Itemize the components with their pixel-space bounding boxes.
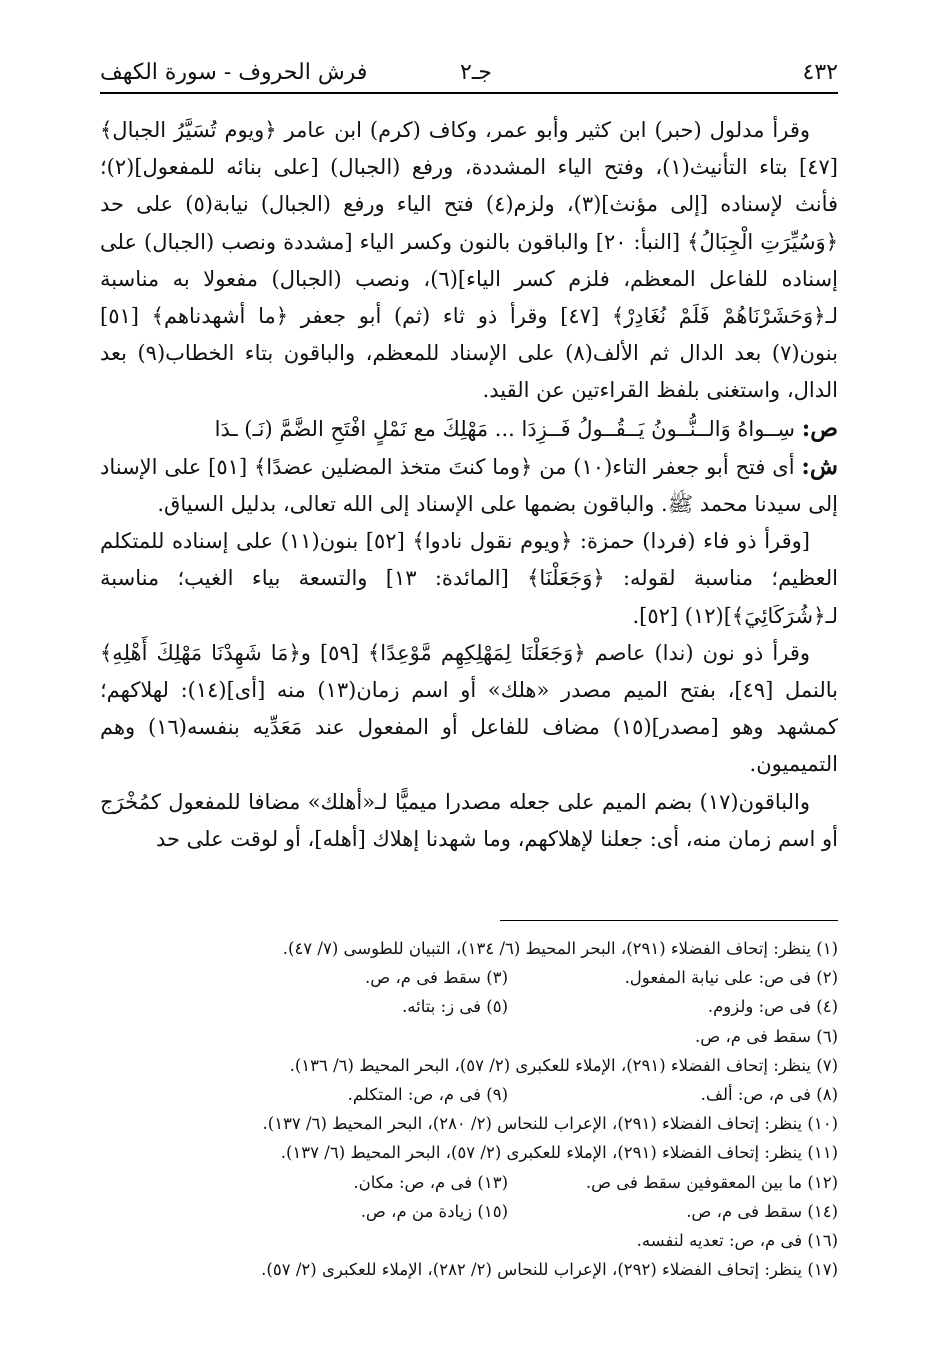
footnote-3: (٣) سقط فى م، ص. (365, 968, 508, 988)
footnote-row (100, 963, 838, 992)
commentary-paragraph (100, 448, 838, 523)
footnote-7: (٧) ينظر: إتحاف الفضلاء (٢٩١)، الإملاء للعكبرى (٢/ ٥٧)، البحر المحيط (٦/ ١٣٦). (289, 1055, 838, 1075)
footnote-15: (١٥) زيادة من م، ص. (360, 1201, 508, 1221)
footnote-row (100, 1051, 838, 1080)
footnote-16: (١٦) فى م، ص: تعديه لنفسه. (636, 1231, 838, 1251)
footnote-14: (١٤) سقط فى م، ص. (686, 1201, 838, 1221)
commentary-text: أى فتح أبو جعفر التاء(١٠) من ﴿وما كنتَ متخذ المضلين عضدًا﴾ [٥١] على الإسناد إلى سيدنا محمد ﷺ. والباقون بضمها على الإسناد إلى الله تعالى، بدليل السياق. (100, 454, 838, 517)
footnote-row (100, 992, 838, 1021)
footnote-row (100, 1138, 838, 1167)
footnote-row (100, 1197, 838, 1226)
paragraph-1: وقرأ مدلول (حبر) ابن كثير وأبو عمر، وكاف (كرم) ابن عامر ﴿ويوم تُسَيَّرُ الجبال﴾ [٤٧] بتاء التأنيث(١)، وفتح الياء المشددة، ورفع (الجبال) [على بنائه للمفعول](٢)؛ فأنث لإسناده [إلى مؤنث](٣)، ولزم(٤) فتح الياء ورفع (الجبال) نيابة(٥) على حد ﴿وَسُيِّرَتِ الْجِبَالُ﴾ [النبأ: ٢٠] والباقون بالنون وكسر الياء [مشددة ونصب (الجبال) على إسناده للفاعل المعظم، فلزم كسر الياء](٦)، ونصب (الجبال) مفعولا به مناسبة لـ﴿وَحَشَرْنَاهُمْ فَلَمْ نُغَادِرْ﴾ [٤٧] وقرأ ذو ثاء (ثم) أبو جعفر ﴿ما أشهدناهم﴾ [٥١] بنون(٧) بعد الدال ثم الألف(٨) على الإسناد للمعظم، والباقون بتاء الخطاب(٩) بعد الدال، واستغنى بلفظ القراءتين عن القيد. (100, 118, 839, 403)
footnote-17: (١٧) ينظر: إتحاف الفضلاء (٢٩٢)، الإعراب للنحاس (٢/ ٢٨٢)، الإملاء للعكبرى (٢/ ٥٧). (261, 1260, 838, 1280)
footnote-2: (٢) فى ص: على نيابة المفعول. (624, 968, 838, 988)
verse-text: سِــواهُ وَالــنُّــونُ يَــقُــولُ فَــزِدَا ... مَهْلِكَ مع نَمْلٍ افْتَحِ الضَّمَّ (نَـ) ـدَا (214, 416, 796, 441)
footnote-12: (١٢) ما بين المعقوفين سقط فى ص. (585, 1172, 838, 1192)
footnote-row (100, 1022, 838, 1051)
verse-line (100, 410, 838, 448)
footnote-row (100, 1255, 838, 1284)
footnote-row (100, 1080, 838, 1109)
footnote-5: (٥) فى ز: بتائه. (402, 997, 508, 1017)
footnote-8: (٨) فى م، ص: ألف. (700, 1085, 838, 1105)
commentary-label: ش: (801, 452, 838, 480)
verse-label: ص: (801, 414, 838, 442)
main-text (100, 112, 838, 858)
footnote-row (100, 934, 838, 963)
footnote-row (100, 1109, 838, 1138)
paragraph-4: والباقون(١٧) بضم الميم على جعله مصدرا ميميًّا لـ«أهلك» مضافا للمفعول كمُخْرَج أو اسم زمان منه، أى: جعلنا لإهلاكهم، وما شهدنا إهلاك [أهله]، أو لوقت على حد (100, 789, 838, 851)
footnote-4: (٤) فى ص: ولزوم. (707, 997, 838, 1017)
footnote-10: (١٠) ينظر: إتحاف الفضلاء (٢٩١)، الإعراب للنحاس (٢/ ٢٨٠)، البحر المحيط (٦/ ١٣٧). (262, 1114, 838, 1134)
footnotes (100, 934, 838, 1284)
paragraph-2: [وقرأ ذو فاء (فردا) حمزة: ﴿ويوم نقول نادوا﴾ [٥٢] بنون(١١) على إسناده للمتكلم العظيم؛ مناسبة لقوله: ﴿وَجَعَلْنَا﴾ [المائدة: ١٣] والتسعة بياء الغيب؛ مناسبة لـ﴿شُرَكَائِيَ﴾](١٢) [٥٢]. (100, 529, 838, 628)
footnote-separator (500, 920, 838, 921)
volume-label: جـ٢ (460, 60, 492, 85)
footnote-9: (٩) فى م، ص: المتكلم. (347, 1085, 508, 1105)
footnote-row (100, 1226, 838, 1255)
footnote-13: (١٣) فى م، ص: مكان. (353, 1172, 508, 1192)
footnote-6: (٦) سقط فى م، ص. (695, 1026, 838, 1046)
paragraph-3: وقرأ ذو نون (ندا) عاصم ﴿وَجَعَلْنَا لِمَهْلِكِهِم مَّوْعِدًا﴾ [٥٩] و﴿مَا شَهِدْنَا مَهْلِكَ أَهْلِهِ﴾ بالنمل [٤٩]، بفتح الميم مصدر «هلك» أو اسم زمان(١٣) منه [أى](١٤): لهلاكهم؛ كمشهد وهو [مصدر](١٥) مضاف للفاعل أو المفعول عند مَعَدِّيه بنفسه(١٦) وهم التميميون. (100, 640, 838, 777)
running-header (100, 52, 838, 94)
chapter-title: فرش الحروف - سورة الكهف (100, 60, 368, 85)
footnote-11: (١١) ينظر: إتحاف الفضلاء (٢٩١)، الإملاء للعكبرى (٢/ ٥٧)، البحر المحيط (٦/ ١٣٧). (280, 1143, 838, 1163)
page-number: ٤٣٢ (802, 60, 838, 85)
footnote-row (100, 1168, 838, 1197)
footnote-1: (١) ينظر: إتحاف الفضلاء (٢٩١)، البحر المحيط (٦/ ١٣٤)، التبيان للطوسى (٧/ ٤٧). (282, 939, 838, 958)
